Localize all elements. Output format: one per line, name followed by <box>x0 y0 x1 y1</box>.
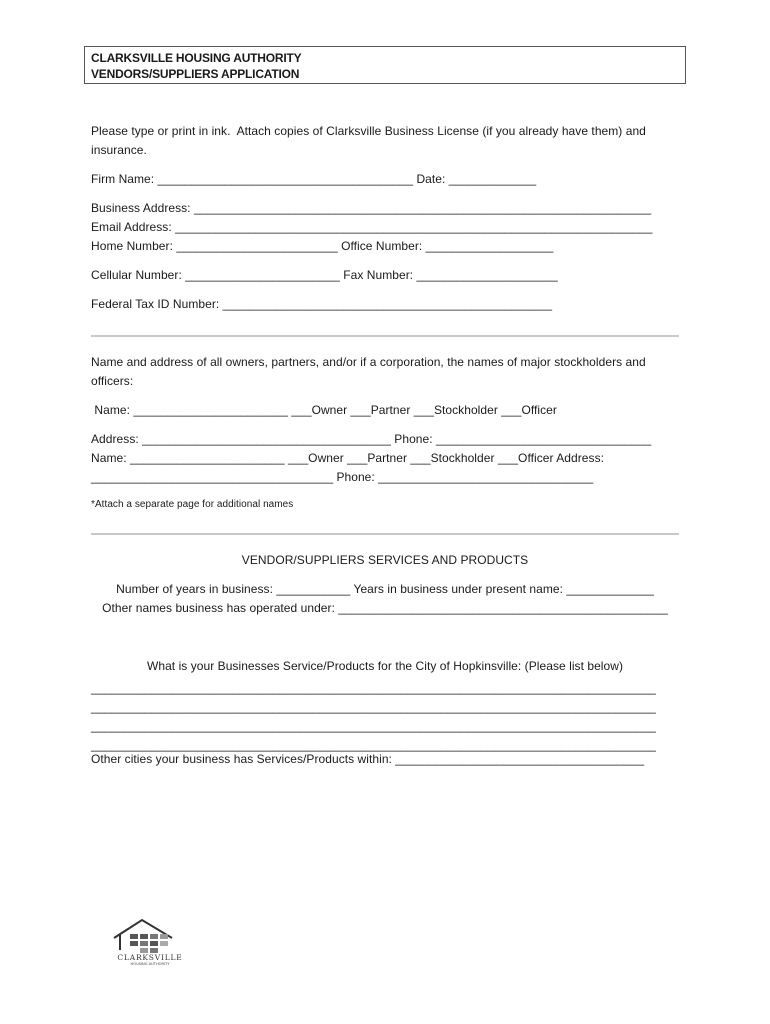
owners-intro-line-1: Name and address of all owners, partners, and/or if a corporation, the names of major stockholders and <box>91 355 646 369</box>
house-logo-icon <box>106 916 196 966</box>
clarksville-housing-logo <box>106 916 196 966</box>
email-address-field[interactable]: Email Address: _______________________________________________________________________ <box>91 220 653 234</box>
intro-line-2: insurance. <box>91 143 147 157</box>
header-title: CLARKSVILLE HOUSING AUTHORITY <box>91 51 302 65</box>
home-office-number-field[interactable]: Home Number: ________________________ Office Number: ___________________ <box>91 239 554 253</box>
services-blank-line[interactable]: ____________________________________________________________________________________ <box>91 719 656 733</box>
section-divider <box>91 533 679 535</box>
services-heading: VENDOR/SUPPLIERS SERVICES AND PRODUCTS <box>241 553 529 567</box>
services-blank-line[interactable]: ____________________________________________________________________________________ <box>91 681 656 695</box>
cell-fax-number-field[interactable]: Cellular Number: _______________________ Fax Number: _____________________ <box>91 268 558 282</box>
header-subtitle: VENDORS/SUPPLIERS APPLICATION <box>91 67 300 81</box>
other-cities-field[interactable]: Other cities your business has Services/Products within: _____________________________________ <box>91 752 645 766</box>
section-divider <box>91 335 679 337</box>
logo-subname: HOUSING AUTHORITY <box>130 962 170 966</box>
form-header <box>84 46 686 84</box>
services-blank-line[interactable]: ____________________________________________________________________________________ <box>91 700 656 714</box>
owners-intro-line-2: officers: <box>91 374 134 388</box>
other-names-field[interactable]: Other names business has operated under: _________________________________________________ <box>102 601 668 615</box>
owner-name-field-2[interactable]: Name: _______________________ ___Owner ___Partner ___Stockholder ___Officer Address: <box>91 451 605 465</box>
logo-name: CLARKSVILLE <box>117 953 183 962</box>
owner-address-field-1[interactable]: Address: _____________________________________ Phone: ________________________________ <box>91 432 652 446</box>
services-blank-line[interactable]: ____________________________________________________________________________________ <box>91 738 656 752</box>
additional-names-note: *Attach a separate page for additional names <box>91 499 294 510</box>
intro-line-1: Please type or print in ink. Attach copies of Clarksville Business License (if you already have them) and <box>91 124 646 138</box>
firm-name-field[interactable]: Firm Name: ______________________________________ Date: _____________ <box>91 172 537 186</box>
years-in-business-field[interactable]: Number of years in business: ___________ Years in business under present name: _____________ <box>116 582 654 596</box>
owner-address-field-2[interactable]: ____________________________________ Phone: ________________________________ <box>91 470 594 484</box>
business-address-field[interactable]: Business Address: ____________________________________________________________________ <box>91 201 652 215</box>
owner-name-field-1[interactable]: Name: _______________________ ___Owner ___Partner ___Stockholder ___Officer <box>91 403 557 417</box>
services-question: What is your Businesses Service/Products for the City of Hopkinsville: (Please list below) <box>146 659 623 673</box>
federal-tax-id-field[interactable]: Federal Tax ID Number: _________________________________________________ <box>91 297 553 311</box>
